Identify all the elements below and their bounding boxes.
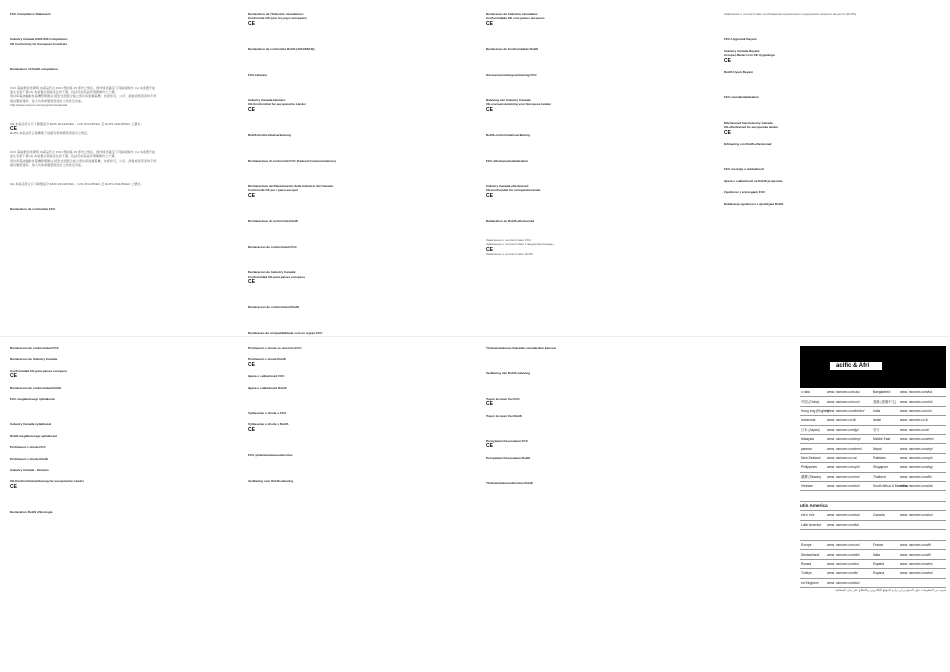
heading: Declaracao de compatibilidade com as regras FCC <box>248 330 323 335</box>
country-name: Italia <box>873 552 880 557</box>
website-link[interactable]: www. nsnsnm.com/hk/en/ <box>827 408 865 413</box>
heading: Tuyen bo tuan thu FCC <box>486 396 520 401</box>
paragraph: FCC 電磁相容性聲明 本產品符合 FCC 規則第 15 部份之規定。操作時需滿足下列兩項條件: (1) 本裝置不能產生有害干擾 (2) 本裝置必須接受任何干擾，包括可能造成非預期操作之干擾。 <box>10 85 156 95</box>
country-name: 香港 (香港中文) <box>873 399 896 404</box>
heading: Declaration de conformite RoHS (2011/65/UE) <box>248 47 315 52</box>
heading: Erklaering om RoHS-efterlevnad <box>724 142 772 147</box>
website-link[interactable]: www. nsnsnm.com/jp/ <box>827 427 859 432</box>
heading: Declaration of RoHS compliance <box>10 67 58 72</box>
heading: RoHS Uyum Beyani <box>724 70 753 75</box>
ce-mark-icon: CE <box>248 20 255 27</box>
heading: Declaracao da Industria canadiana: <box>486 12 538 16</box>
country-name: Hong eng (English) <box>801 408 830 413</box>
country-name: Deutschland <box>801 552 820 557</box>
heading: Conformita CE per i paesi europei <box>248 188 298 193</box>
heading: Conformidad CE para paises europeos <box>10 368 68 373</box>
country-name: Pakistan <box>873 455 886 460</box>
heading: Conformite CE pour les pays europeens <box>248 16 307 21</box>
heading: Declaracion de conformidad RoHS <box>248 305 299 310</box>
paragraph: RoHS 本產品符合電機電子設備有害物質限用指令之規定。 <box>10 131 91 136</box>
heading: RoHS-Konformitatserklarung <box>248 133 291 138</box>
paragraph: Заявление о соответствии RoHS <box>486 251 534 256</box>
website-link[interactable]: www. nsnsnm.com/sg/ <box>900 465 933 470</box>
heading: Tuyen bo tuan thu RoHS <box>486 413 522 418</box>
country-name: Singapore <box>873 465 889 470</box>
ce-mark-icon: CE <box>10 483 17 490</box>
website-link[interactable]: www. nsnsnm.co.kr/ <box>900 427 930 432</box>
column-3 <box>486 12 634 256</box>
table-row <box>800 482 946 491</box>
bottom-column-2 <box>248 346 468 483</box>
heading: FCC Compliance Statement <box>10 12 51 16</box>
heading: Industry Canada - Hinweis <box>10 468 49 473</box>
heading: Efterlevnad fran Industry Canada <box>724 120 773 125</box>
table-row <box>800 454 946 463</box>
heading: Yhdenmukaisuusilmoitus RoHS <box>486 481 533 486</box>
heading: Prohlaseni o shode se smernici FCC <box>248 346 302 350</box>
paragraph: CE 本產品符合以下歐盟指令 EMC 2014/30/EU、LVD 2014/35/EU 及 RoHS 2011/65/EU 之要求。 <box>10 181 144 186</box>
website-link[interactable]: www. nsnsnm.com/uk/ <box>827 580 860 585</box>
ce-mark-icon: CE <box>248 278 255 285</box>
bottom-column-1 <box>10 346 230 515</box>
country-name: Nepal <box>873 446 882 451</box>
heading: FCC-Uygunluk Beyani <box>724 37 757 42</box>
website-link[interactable]: www. nsnsnm.com/za/ <box>900 484 933 489</box>
table-row <box>800 560 946 569</box>
ce-mark-icon: CE <box>486 192 493 199</box>
country-name: ed Kingdom <box>801 580 819 585</box>
heading: FCC merenje o sukladnosti <box>724 167 764 172</box>
heading: Overeenstemmingsverklaring FCC <box>486 72 537 77</box>
table-row <box>800 416 946 425</box>
table-row <box>800 435 946 444</box>
paragraph: Заявление о соответствии требованиям ограничения содержания опасных веществ (RoHS) <box>724 12 857 16</box>
paragraph: http://www.nsepm.com/support/download/ <box>10 103 68 108</box>
heading: Industry Canada-efterlevnad: <box>486 184 529 189</box>
heading: Conformidade CE com paises europeus <box>486 16 545 21</box>
heading: Dichiarazione di conformita RoHS <box>248 219 298 224</box>
heading: Deklaracja zgodnosci z dyrektywa RoHS <box>724 201 784 206</box>
heading: Avrupa Ulkeleri icin CE Uygunlugu <box>724 53 775 58</box>
table-row <box>800 388 946 397</box>
heading: Zgodnosc z wymogami FCC <box>724 190 766 195</box>
bottom-column-3 <box>486 346 706 486</box>
table-row <box>800 463 946 472</box>
country-name: New Zealand <box>801 455 821 460</box>
ce-mark-icon: CE <box>248 192 255 199</box>
table-row <box>800 473 946 482</box>
heading: Pernyataan Kesesuaian RoHS <box>486 455 531 460</box>
country-name: c ndia <box>801 390 810 395</box>
page-divider <box>0 336 950 337</box>
website-link[interactable]: www. nsnsnm.com.ph/ <box>827 465 860 470</box>
website-link[interactable]: www. nsnsnm.com.tw/ <box>827 474 860 479</box>
website-link[interactable]: www. nsnsnm.com/de/ <box>827 552 860 557</box>
heading: Industry Canada ICES-003 Compliance: <box>10 37 68 42</box>
heading: CE Conformity for European Countries <box>10 41 68 46</box>
heading: CE-efterlevnad for europeiska lander <box>724 125 779 130</box>
country-name: 中国 (China) <box>801 399 820 404</box>
country-name: Europe <box>801 543 812 548</box>
heading: Prohlaseni o shode RoHS <box>248 357 286 362</box>
website-link[interactable]: www. nsnsnm.co.id/ <box>827 418 857 423</box>
ce-mark-icon: CE <box>486 246 493 253</box>
heading: Industry Canada Beyani: <box>724 48 761 53</box>
heading: Yhdenmukaisuus Kanadan standardien kanssa: <box>486 346 557 350</box>
heading: Declaracao de Conformidade RoHS <box>486 47 539 52</box>
table-row <box>800 550 946 559</box>
ce-mark-icon: CE <box>486 401 493 408</box>
region-label: utin America <box>800 502 946 511</box>
website-link[interactable]: www. nsnsnm.com/us/ <box>900 513 933 518</box>
heading: Vyhlasenie o zhode s RoHS <box>248 422 289 427</box>
country-name: 臺灣 (Taiwan) <box>801 474 821 479</box>
heading: Declaracion de conformidad FCC <box>10 346 59 350</box>
heading: FCC-yhdenmukaisuusilmoitus <box>248 453 293 458</box>
country-name: Canada <box>873 513 885 518</box>
website-link[interactable]: www. nsnsnm.com/es/ <box>900 562 933 567</box>
paragraph: 低功率電波輻射性電機管理辦法 經型式認證合格之低功率射頻電機，非經許可，公司、商號或使用者均不得擅自變更頻率、加大功率或變更原設計之特性及功能。 <box>10 94 157 103</box>
country-name: Turkiye <box>801 571 812 576</box>
ce-mark-icon: CE <box>248 426 255 433</box>
website-link[interactable]: www. nsnsnm.com.in/ <box>900 408 932 413</box>
column-4 <box>724 12 884 206</box>
heading: Deklaration av RoHS-efterlevnad <box>486 219 534 224</box>
website-link[interactable]: www. nsnsnm.co.il/ <box>900 418 929 423</box>
website-link[interactable]: www. nsnsnm.com.au/ <box>827 390 860 395</box>
paragraph: CE 本產品符合以下歐盟指令 EMC 2014/30/EU、LVD 2014/35/EU 及 RoHS 2011/65/EU 之要求。 <box>10 121 144 126</box>
country-name: Middle East <box>873 437 891 442</box>
ce-mark-icon: CE <box>10 373 17 380</box>
heading: Declaracion de conformidad RoHS <box>10 385 61 390</box>
country-name: eril n eric <box>801 513 815 518</box>
heading: Verklaring over RoHS-naleving <box>248 478 294 483</box>
ce-mark-icon: CE <box>10 126 17 133</box>
website-link[interactable]: www. nsnsnm.com/fr/ <box>900 543 932 548</box>
country-name: South Africa & Mauritius <box>873 484 909 489</box>
country-name: Russia <box>801 562 812 567</box>
table-row <box>800 444 946 453</box>
heading: Dichiarazione del Dipartimento delle Industrie del Canada: <box>248 184 334 189</box>
table-row <box>800 407 946 416</box>
country-name: India <box>873 408 881 413</box>
heading: RoHS-conformiteitsverklaring <box>486 133 530 138</box>
country-name: 日本 (Japan) <box>801 427 820 432</box>
country-name: Israel <box>873 418 882 423</box>
heading: FCC megfelelosegi nyilatkozat <box>10 397 55 402</box>
website-link[interactable]: www. nsnsnm.com/vn/ <box>827 484 860 489</box>
heading: Prohlaseni o shode RoHS <box>10 456 48 461</box>
heading: Declaration RoHS d'Ecologie <box>10 510 53 515</box>
heading: Izjava o sukladnosti FCC <box>248 374 285 379</box>
country-name: Malaysia <box>801 437 815 442</box>
heading: FCC-efterlevnadsdeklaration <box>486 158 529 163</box>
table-row <box>800 579 946 588</box>
website-link[interactable]: www. nsnsnm.com/me/ <box>900 437 934 442</box>
country-name: Philippines <box>801 465 817 470</box>
heading: Dichiarazione di conformita FCC (Federal Communications) <box>248 158 336 163</box>
heading: Prohlaseni o shode FCC <box>10 445 46 450</box>
heading: Declaration de l'Industrie canadienne: <box>248 12 304 16</box>
ce-mark-icon: CE <box>486 106 493 113</box>
website-link[interactable]: www. nsnsnm.com/it/ <box>900 552 931 557</box>
table-row <box>800 521 946 530</box>
heading: Pernyataan Kesesuaian FCC <box>486 439 528 444</box>
paragraph: Заявление о соответствии стандартам Канады <box>486 242 554 247</box>
table-row <box>800 569 946 578</box>
website-link[interactable]: www. nsnsnm.co.nz/ <box>827 455 858 460</box>
website-link[interactable]: www. nsnsnm.com/es/ <box>900 571 933 576</box>
website-link[interactable]: www. nsnsnm.com/ru/ <box>827 562 860 567</box>
heading: FCC-standardeklaration <box>724 95 760 100</box>
heading: Conformidad CE para paises europeos <box>248 274 306 279</box>
arabic-paragraph: لمزيد من المعلومات حول المنتج يرجى زيارة الموقع الإلكتروني والاطلاع على بيان المطابقة <box>835 588 946 592</box>
website-link[interactable]: www. nsnsnm.com.cn/ <box>827 399 860 404</box>
website-link[interactable]: www. nsnsnm.com/my/ <box>827 437 861 442</box>
ce-mark-icon: CE <box>248 361 255 368</box>
country-name: Thailand <box>873 474 886 479</box>
heading: Declaration de conformite FCC <box>10 206 56 211</box>
heading: Declaracion de Industry Canada: <box>248 270 297 275</box>
country-name: Vietnam <box>801 484 814 489</box>
heading: Declaracion de Industry Canada <box>10 357 58 362</box>
country-name: Latin America <box>801 522 821 527</box>
country-name: Bangladesh <box>873 390 891 395</box>
table-header <box>800 346 946 388</box>
country-name: 한국 <box>873 427 880 432</box>
column-2 <box>248 12 396 335</box>
country-name: España <box>873 562 885 567</box>
website-link[interactable]: www. nsnsnm.com/th/ <box>900 474 933 479</box>
heading: CE-konformitet for europeiska lander <box>486 188 541 193</box>
country-name: France <box>873 543 884 548</box>
website-link[interactable]: www. nsnsnm.com.hk/ <box>900 399 933 404</box>
paragraph: 低功率電波輻射性電機管理辦法 經型式認證合格之低功率射頻電機，非經許可，公司、商號或使用者均不得擅自變更頻率、加大功率或變更原設計之特性及功能。 <box>10 158 157 168</box>
paragraph: FCC 電磁相容性聲明 本產品符合 FCC 規則第 15 部份之規定。操作時需滿足下列兩項條件: (1) 本裝置不能產生有害干擾 (2) 本裝置必須接受任何干擾，包括可能造成非預期操作之干擾。 <box>10 149 156 159</box>
website-link[interactable]: www. nsnsnm.com/ba <box>900 390 933 395</box>
ce-mark-icon: CE <box>486 20 493 27</box>
heading: Industry Canada nyilatkozat <box>10 422 52 427</box>
heading: Vyhlasenie o zhode s FCC <box>248 411 287 416</box>
paragraph: Заявление о соответствии FCC <box>486 237 532 242</box>
ce-mark-icon: CE <box>248 106 255 113</box>
website-link[interactable]: www. nsnsnm.com/tr/ <box>827 571 859 576</box>
heading: FCC-Hinweis <box>248 72 268 77</box>
heading: Izjava o sukladnosti RoHS <box>248 385 287 390</box>
website-link[interactable]: www. nsnsnm.com/mm/ <box>827 446 862 451</box>
table-row <box>800 426 946 435</box>
heading: CE-overeenstemming voor Europese landen <box>486 102 552 107</box>
website-link[interactable]: www. nsnsnm.com.pk/ <box>900 455 933 460</box>
country-name: Espana <box>873 571 885 576</box>
heading: CE-Konformitatserklarung fur europaische Lander <box>10 479 84 484</box>
region-label: acific & Afri <box>830 362 882 370</box>
column-1 <box>10 12 158 211</box>
table-row <box>800 397 946 406</box>
ce-mark-icon: CE <box>724 57 731 64</box>
heading: Industry Canada-Hinweis: <box>248 98 286 103</box>
ce-mark-icon: CE <box>724 129 731 136</box>
heading: Izjava o sukladnosti za RoHS propisima <box>724 178 783 183</box>
heading: Verklaring van RoHS-naleving <box>486 371 531 376</box>
ce-mark-icon: CE <box>486 443 493 450</box>
website-link[interactable]: www. nsnsnm.com/np/ <box>900 446 933 451</box>
website-link[interactable]: www. nsnsnm.com/la/ <box>827 522 859 527</box>
country-name: Indonesia <box>801 418 816 423</box>
website-link[interactable]: www. nsnsnm.com/ca/ <box>827 513 860 518</box>
heading: CE-Konformitat fur europaische Lander <box>248 102 307 107</box>
heading: Declaracion de conformidad FCC <box>248 244 297 249</box>
table-row <box>800 511 946 520</box>
heading: Naleving van Industry Canada: <box>486 98 532 103</box>
heading: RoHS megfelelosegi nyilatkozat <box>10 433 57 438</box>
website-link[interactable]: www. nsnsnm.com.eu/ <box>827 543 860 548</box>
regional-website-table <box>800 346 946 588</box>
country-name: yanmar <box>801 446 812 451</box>
table-row <box>800 541 946 550</box>
